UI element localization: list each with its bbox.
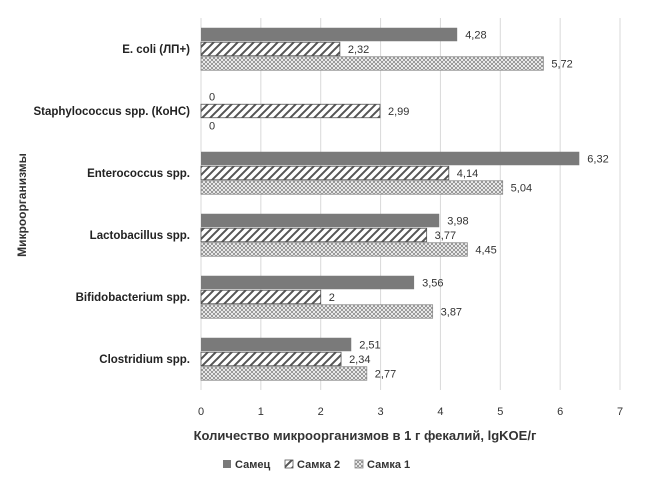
bar xyxy=(201,290,321,304)
bar xyxy=(201,57,543,71)
data-label: 3,56 xyxy=(422,277,444,290)
bar xyxy=(201,352,341,366)
legend-swatch xyxy=(285,460,293,468)
bar xyxy=(201,181,503,195)
x-tick-label: 2 xyxy=(317,406,324,418)
legend xyxy=(223,459,410,471)
x-tick-label: 0 xyxy=(197,406,205,418)
bar xyxy=(201,42,340,56)
bars xyxy=(201,28,579,381)
data-label: 2,32 xyxy=(347,44,370,56)
category-label: E. coli (ЛП+) xyxy=(122,44,190,56)
data-label: 2 xyxy=(328,292,335,304)
data-label: 3,87 xyxy=(440,306,463,319)
data-label: 2,77 xyxy=(374,368,397,381)
category-label: Staphylococcus spp. (КоНС) xyxy=(33,106,190,118)
bar xyxy=(201,104,380,118)
data-label: 4,28 xyxy=(465,29,487,42)
category-label: Lactobacillus spp. xyxy=(89,230,190,242)
bar xyxy=(201,214,439,228)
bar xyxy=(201,367,367,381)
bar xyxy=(201,305,433,319)
x-axis-title: Количество микроорганизмов в 1 г фекалий, lgKOE/г xyxy=(193,428,537,443)
bar xyxy=(201,28,457,42)
category-label: Enterococcus spp. xyxy=(87,168,190,180)
legend-swatch xyxy=(223,460,231,468)
gridlines xyxy=(201,18,620,390)
x-tick-label: 7 xyxy=(616,406,624,418)
x-tick-labels xyxy=(198,406,623,418)
bar xyxy=(201,152,579,166)
bar xyxy=(201,228,427,242)
data-labels xyxy=(209,30,609,381)
category-labels xyxy=(33,44,190,366)
data-label: 0 xyxy=(209,91,216,104)
x-tick-label: 5 xyxy=(497,406,504,418)
x-tick-label: 3 xyxy=(377,406,384,418)
y-axis-title: Микроорганизмы xyxy=(15,153,29,257)
data-label: 3,98 xyxy=(447,215,469,228)
data-label: 5,04 xyxy=(510,182,533,195)
category-label: Clostridium spp. xyxy=(99,354,190,366)
data-label: 6,32 xyxy=(587,153,609,166)
data-label: 2,51 xyxy=(359,339,381,352)
bar xyxy=(201,338,351,352)
x-tick-label: 4 xyxy=(437,406,444,418)
bar xyxy=(201,276,414,290)
x-tick-label: 1 xyxy=(257,406,264,418)
legend-label: Самка 1 xyxy=(367,459,411,471)
data-label: 4,14 xyxy=(456,168,479,180)
legend-swatch xyxy=(355,460,363,468)
data-label: 5,72 xyxy=(551,58,573,71)
data-label: 0 xyxy=(209,120,216,133)
data-label: 4,45 xyxy=(475,244,497,257)
category-label: Bifidobacterium spp. xyxy=(75,292,190,304)
data-label: 3,77 xyxy=(434,230,457,242)
bar xyxy=(201,243,467,257)
bar xyxy=(201,166,449,180)
data-label: 2,34 xyxy=(349,354,371,366)
legend-label: Самка 2 xyxy=(297,459,341,471)
x-tick-label: 6 xyxy=(557,406,564,418)
data-label: 2,99 xyxy=(387,106,410,118)
legend-label: Самец xyxy=(235,459,271,471)
